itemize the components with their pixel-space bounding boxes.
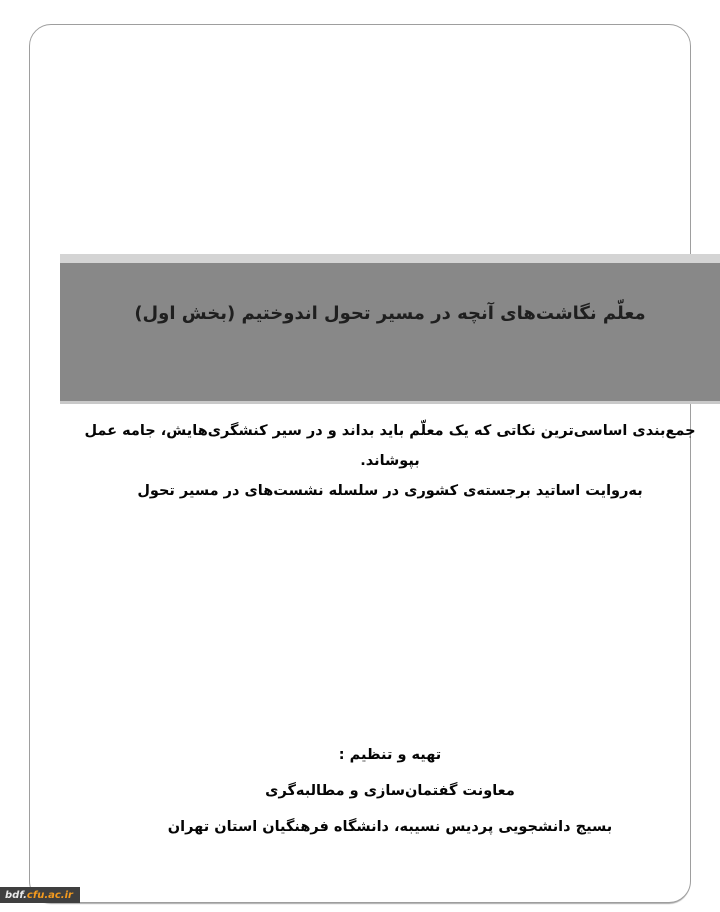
watermark-suffix: cfu.ac.ir [26,889,73,901]
title-band-top-edge [60,254,720,263]
watermark-badge [0,887,80,903]
subtitle-line-2: به‌روایت اساتید برجسته‌ی کشوری در سلسله نشست‌های در مسیر تحول [137,483,643,499]
document-title: معلّم نگاشت‌های آنچه در مسیر تحول اندوختیم (بخش اول) [134,303,646,324]
watermark-prefix: bdf. [5,889,27,901]
credits-line-organization: بسیج دانشجویی پردیس نسیبه، دانشگاه فرهنگیان استان تهران [167,819,613,835]
credits-line-prepared-by: تهیه و تنظیم : [338,747,442,763]
title-band-main [60,263,720,401]
credits-block [60,737,720,845]
cover-card [26,24,696,903]
subtitle-block [60,416,720,506]
title-band-bottom-edge [60,401,720,404]
title-band [60,254,720,404]
subtitle-line-1: جمع‌بندی اساسی‌ترین نکاتی که یک معلّم باید بداند و در سیر کنشگری‌هایش، جامه عمل بپوشاند. [84,423,696,469]
credits-line-department: معاونت گفتمان‌سازی و مطالبه‌گری [265,783,515,799]
